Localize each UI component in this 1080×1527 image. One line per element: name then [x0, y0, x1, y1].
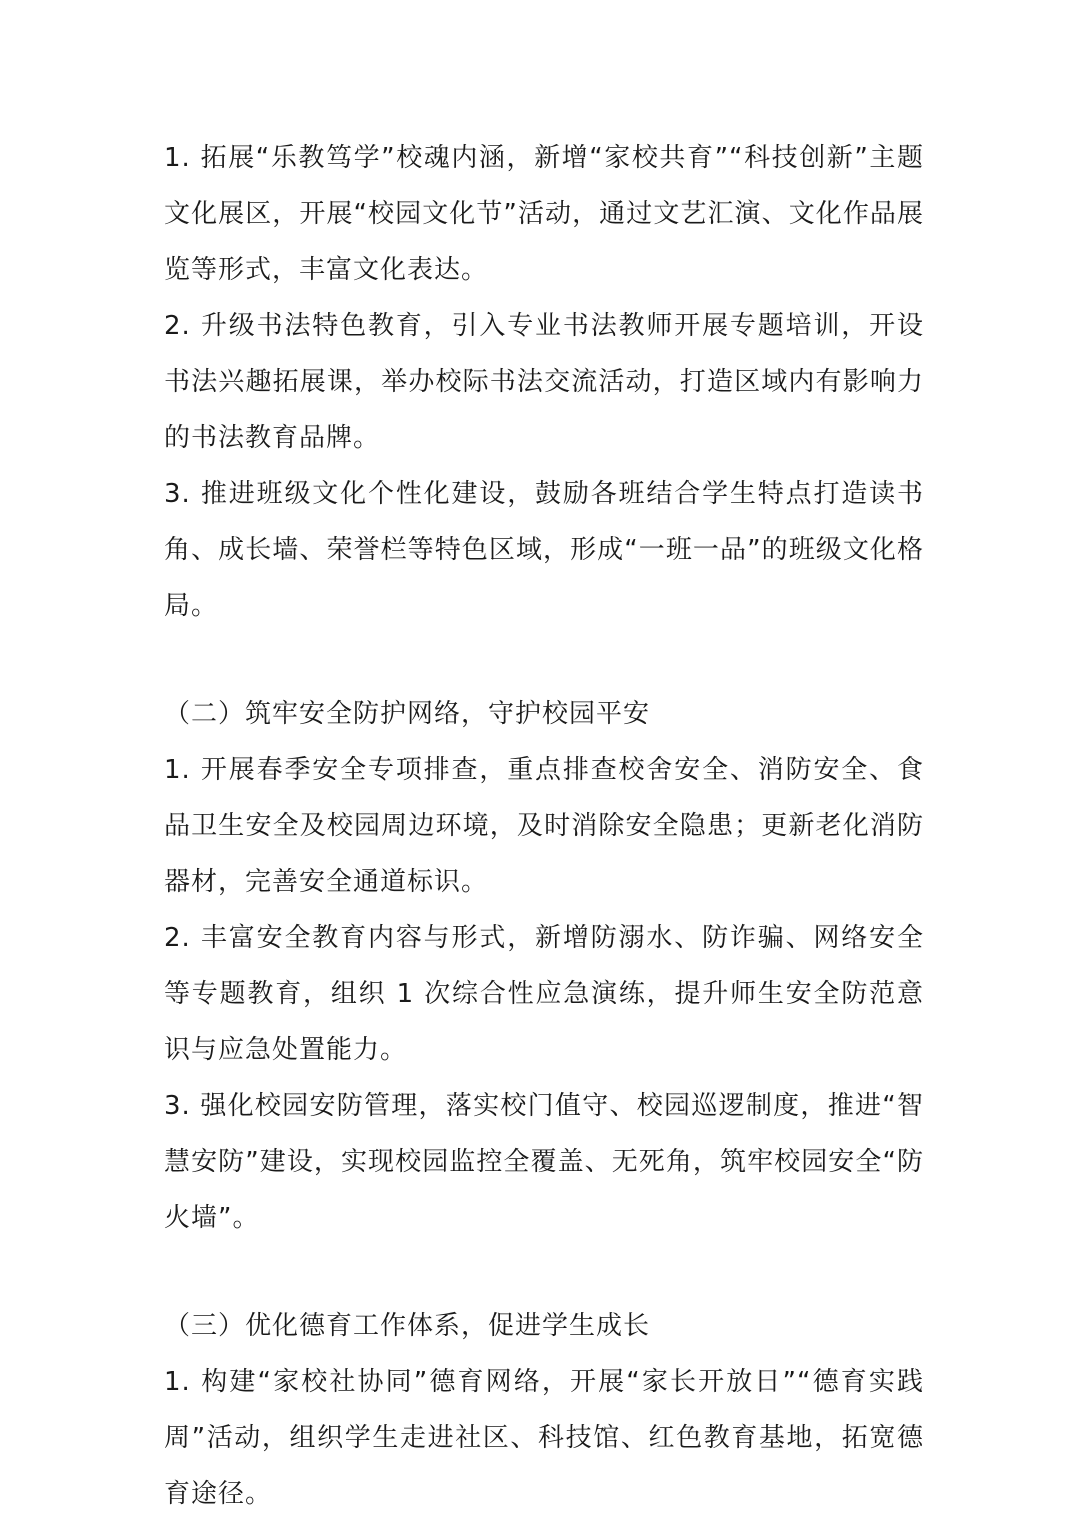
list-item-moral-1: 1. 构建“家校社协同”德育网络，开展“家长开放日”“德育实践周”活动，组织学生走进社区、科技馆、红色教育基地，拓宽德育途径。 — [164, 1367, 924, 1509]
section-gap — [164, 1246, 924, 1298]
list-item-safety-1: 1. 开展春季安全专项排查，重点排查校舍安全、消防安全、食品卫生安全及校园周边环境，及时消除安全隐患；更新老化消防器材，完善安全通道标识。 — [164, 755, 924, 897]
section-heading-safety: （二）筑牢安全防护网络，守护校园平安 — [164, 699, 651, 729]
list-item-culture-3: 3. 推进班级文化个性化建设，鼓励各班结合学生特点打造读书角、成长墙、荣誉栏等特色区域，形成“一班一品”的班级文化格局。 — [164, 479, 924, 621]
document-body — [164, 130, 924, 1522]
list-item-culture-1: 1. 拓展“乐教笃学”校魂内涵，新增“家校共育”“科技创新”主题文化展区，开展“校园文化节”活动，通过文艺汇演、文化作品展览等形式，丰富文化表达。 — [164, 143, 924, 285]
list-item-culture-2: 2. 升级书法特色教育，引入专业书法教师开展专题培训，开设书法兴趣拓展课，举办校际书法交流活动，打造区域内有影响力的书法教育品牌。 — [164, 311, 924, 453]
section-heading-moral: （三）优化德育工作体系，促进学生成长 — [164, 1311, 651, 1341]
list-item-safety-2: 2. 丰富安全教育内容与形式，新增防溺水、防诈骗、网络安全等专题教育，组织 1 次综合性应急演练，提升师生安全防范意识与应急处置能力。 — [164, 923, 924, 1065]
section-gap — [164, 634, 924, 686]
list-item-safety-3: 3. 强化校园安防管理，落实校门值守、校园巡逻制度，推进“智慧安防”建设，实现校园监控全覆盖、无死角，筑牢校园安全“防火墙”。 — [164, 1091, 924, 1233]
